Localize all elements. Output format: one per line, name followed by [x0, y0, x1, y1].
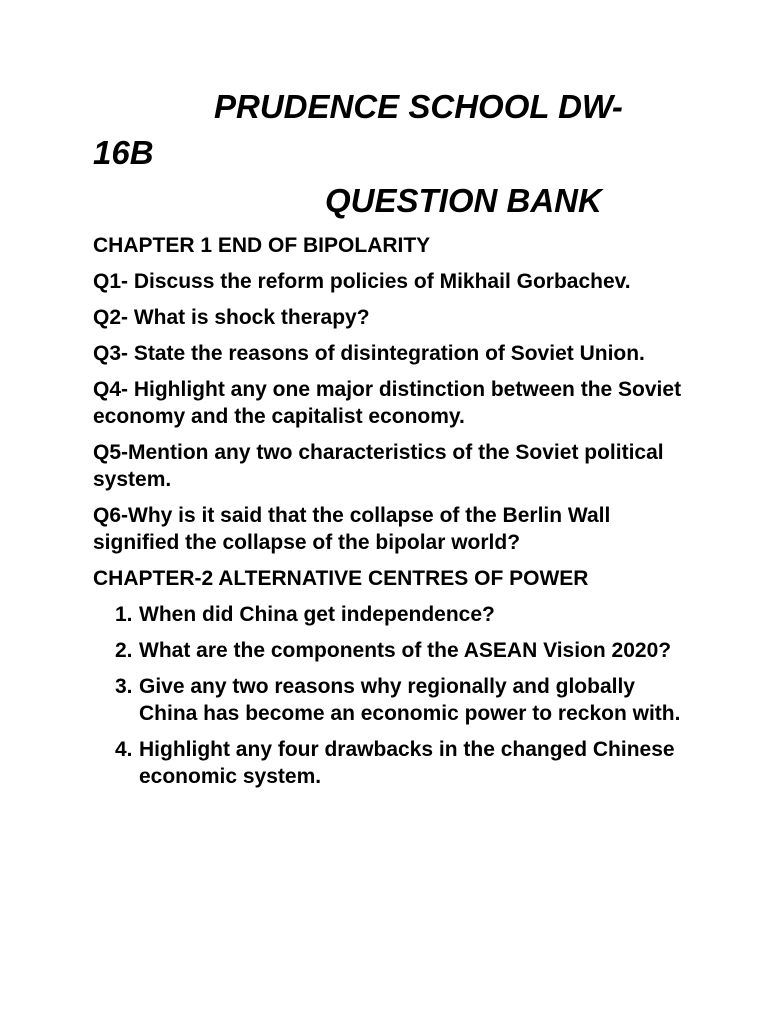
- list-item: [93, 673, 683, 727]
- list-item-text: When did China get independence?: [139, 603, 495, 626]
- list-item: [93, 637, 683, 664]
- list-item-text: What are the components of the ASEAN Vision 2020?: [139, 639, 672, 662]
- list-item-number: 1.: [115, 603, 133, 626]
- document-body: [93, 232, 683, 799]
- chapter-1-question-5: Q5-Mention any two characteristics of the Soviet political system.: [93, 441, 664, 491]
- chapter-1-heading: CHAPTER 1 END OF BIPOLARITY: [93, 234, 431, 257]
- list-item-number: 4.: [115, 738, 133, 761]
- chapter-2-question-list: [93, 601, 683, 790]
- chapter-1-question-2: Q2- What is shock therapy?: [93, 306, 370, 329]
- list-item: [93, 601, 683, 628]
- list-item-text: Highlight any four drawbacks in the changed Chinese economic system.: [139, 738, 675, 788]
- school-title-line-2: 16B: [93, 134, 154, 171]
- list-item-number: 3.: [115, 675, 133, 698]
- chapter-1-question-3: Q3- State the reasons of disintegration of Soviet Union.: [93, 342, 645, 365]
- school-title-line-1: PRUDENCE SCHOOL DW-: [214, 88, 623, 125]
- list-item-number: 2.: [115, 639, 133, 662]
- question-bank-title: QUESTION BANK: [325, 182, 602, 219]
- chapter-2-heading: CHAPTER-2 ALTERNATIVE CENTRES OF POWER: [93, 567, 589, 590]
- chapter-1-question-4: Q4- Highlight any one major distinction between the Soviet economy and the capitalist economy.: [93, 378, 682, 428]
- list-item: [93, 736, 683, 790]
- list-item-text: Give any two reasons why regionally and globally China has become an economic power to reckon with.: [139, 675, 681, 725]
- chapter-1-question-1: Q1- Discuss the reform policies of Mikhail Gorbachev.: [93, 270, 631, 293]
- chapter-1-question-6: Q6-Why is it said that the collapse of the Berlin Wall signified the collapse of the bipolar world?: [93, 504, 611, 554]
